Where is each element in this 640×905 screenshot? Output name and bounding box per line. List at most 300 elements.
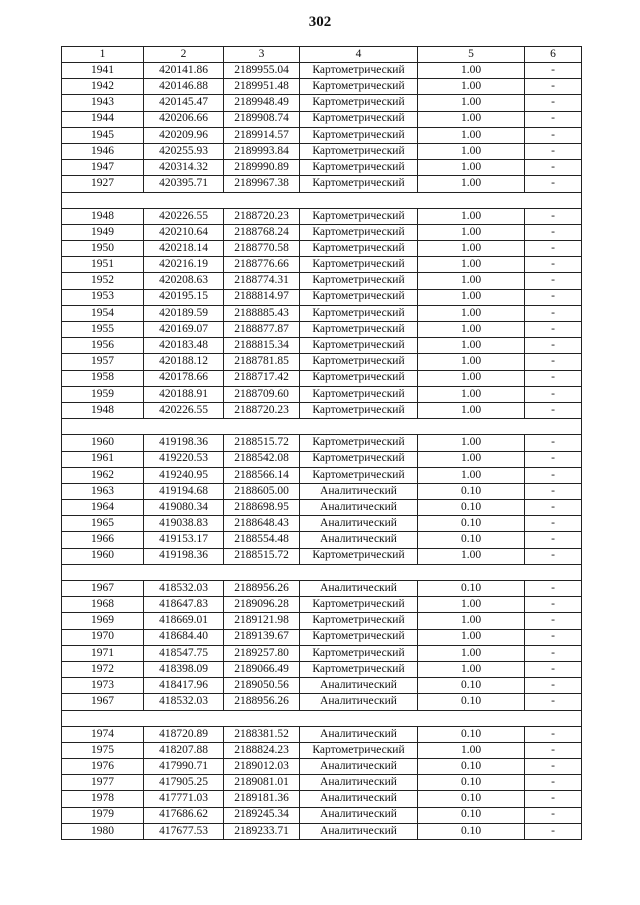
table-cell: Картометрический bbox=[300, 742, 418, 758]
table-cell: 420226.55 bbox=[144, 402, 224, 418]
table-cell: Картометрический bbox=[300, 257, 418, 273]
table-cell: 1973 bbox=[62, 678, 144, 694]
table-cell: 1.00 bbox=[418, 176, 525, 192]
table-cell: 2188698.95 bbox=[224, 500, 300, 516]
table-cell: - bbox=[525, 645, 582, 661]
table-cell: Картометрический bbox=[300, 224, 418, 240]
table-header-row bbox=[62, 47, 582, 63]
table-cell: Картометрический bbox=[300, 143, 418, 159]
table-cell: - bbox=[525, 160, 582, 176]
table-cell: - bbox=[525, 273, 582, 289]
table-cell: 1972 bbox=[62, 661, 144, 677]
table-row bbox=[62, 208, 582, 224]
table-cell: 1.00 bbox=[418, 95, 525, 111]
table-cell: 1.00 bbox=[418, 79, 525, 95]
table-cell: - bbox=[525, 823, 582, 839]
table-cell: 1954 bbox=[62, 305, 144, 321]
table-cell: 2189951.48 bbox=[224, 79, 300, 95]
table-row bbox=[62, 500, 582, 516]
separator-cell bbox=[62, 710, 582, 726]
table-cell: 1.00 bbox=[418, 257, 525, 273]
table-row bbox=[62, 532, 582, 548]
table-cell: 1.00 bbox=[418, 386, 525, 402]
table-cell: 420206.66 bbox=[144, 111, 224, 127]
table-cell: Аналитический bbox=[300, 500, 418, 516]
table-row bbox=[62, 451, 582, 467]
table-cell: - bbox=[525, 208, 582, 224]
table-cell: 2189990.89 bbox=[224, 160, 300, 176]
table-cell: - bbox=[525, 451, 582, 467]
table-cell: Картометрический bbox=[300, 467, 418, 483]
table-cell: 1.00 bbox=[418, 629, 525, 645]
table-row bbox=[62, 322, 582, 338]
table-cell: Картометрический bbox=[300, 176, 418, 192]
table-cell: 0.10 bbox=[418, 775, 525, 791]
table-cell: - bbox=[525, 629, 582, 645]
table-cell: 1964 bbox=[62, 500, 144, 516]
table-cell: 420208.63 bbox=[144, 273, 224, 289]
table-cell: Картометрический bbox=[300, 661, 418, 677]
table-cell: 1957 bbox=[62, 354, 144, 370]
table-cell: 1.00 bbox=[418, 127, 525, 143]
table-cell: 417677.53 bbox=[144, 823, 224, 839]
table-cell: - bbox=[525, 224, 582, 240]
table-body bbox=[62, 63, 582, 840]
table-cell: - bbox=[525, 694, 582, 710]
table-cell: - bbox=[525, 435, 582, 451]
table-cell: 1.00 bbox=[418, 402, 525, 418]
table-cell: 2189139.67 bbox=[224, 629, 300, 645]
table-cell: 2188885.43 bbox=[224, 305, 300, 321]
table-cell: - bbox=[525, 661, 582, 677]
table-cell: Картометрический bbox=[300, 160, 418, 176]
table-cell: Картометрический bbox=[300, 354, 418, 370]
table-row bbox=[62, 791, 582, 807]
table-cell: Картометрический bbox=[300, 127, 418, 143]
table-cell: 418532.03 bbox=[144, 581, 224, 597]
table-cell: Картометрический bbox=[300, 63, 418, 79]
table-cell: 2189914.57 bbox=[224, 127, 300, 143]
table-cell: 1946 bbox=[62, 143, 144, 159]
table-cell: - bbox=[525, 241, 582, 257]
table-cell: Картометрический bbox=[300, 645, 418, 661]
table-cell: 2189181.36 bbox=[224, 791, 300, 807]
table-row bbox=[62, 823, 582, 839]
table-cell: Картометрический bbox=[300, 548, 418, 564]
table-cell: 420314.32 bbox=[144, 160, 224, 176]
table-cell: 2188814.97 bbox=[224, 289, 300, 305]
table-cell: 1943 bbox=[62, 95, 144, 111]
column-header: 1 bbox=[62, 47, 144, 63]
table-cell: 0.10 bbox=[418, 483, 525, 499]
table-cell: 2189245.34 bbox=[224, 807, 300, 823]
table-cell: 420195.15 bbox=[144, 289, 224, 305]
table-cell: Аналитический bbox=[300, 726, 418, 742]
table-cell: Аналитический bbox=[300, 532, 418, 548]
table-cell: 1962 bbox=[62, 467, 144, 483]
table-cell: Картометрический bbox=[300, 208, 418, 224]
table-row bbox=[62, 548, 582, 564]
table-cell: 1.00 bbox=[418, 273, 525, 289]
table-cell: 1.00 bbox=[418, 322, 525, 338]
table-cell: 2188566.14 bbox=[224, 467, 300, 483]
table-cell: - bbox=[525, 322, 582, 338]
table-cell: 2188720.23 bbox=[224, 208, 300, 224]
table-cell: 1.00 bbox=[418, 143, 525, 159]
table-cell: 0.10 bbox=[418, 678, 525, 694]
table-cell: - bbox=[525, 305, 582, 321]
table-cell: 419240.95 bbox=[144, 467, 224, 483]
table-cell: Картометрический bbox=[300, 597, 418, 613]
table-cell: - bbox=[525, 257, 582, 273]
table-row bbox=[62, 224, 582, 240]
table-cell: 0.10 bbox=[418, 532, 525, 548]
table-row bbox=[62, 726, 582, 742]
table-cell: 2188720.23 bbox=[224, 402, 300, 418]
table-cell: 2188554.48 bbox=[224, 532, 300, 548]
table-cell: - bbox=[525, 775, 582, 791]
table-cell: 2188515.72 bbox=[224, 435, 300, 451]
table-cell: Аналитический bbox=[300, 807, 418, 823]
table-cell: 417686.62 bbox=[144, 807, 224, 823]
table-row bbox=[62, 338, 582, 354]
table-cell: 2188956.26 bbox=[224, 581, 300, 597]
table-row bbox=[62, 143, 582, 159]
table-cell: 0.10 bbox=[418, 726, 525, 742]
table-cell: 419198.36 bbox=[144, 548, 224, 564]
table-row bbox=[62, 435, 582, 451]
table-cell: 1971 bbox=[62, 645, 144, 661]
table-cell: 1.00 bbox=[418, 241, 525, 257]
table-cell: 1948 bbox=[62, 402, 144, 418]
table-cell: 2189908.74 bbox=[224, 111, 300, 127]
table-row bbox=[62, 694, 582, 710]
table-cell: 1.00 bbox=[418, 370, 525, 386]
table-cell: 1969 bbox=[62, 613, 144, 629]
table-row bbox=[62, 111, 582, 127]
table-cell: 420188.12 bbox=[144, 354, 224, 370]
table-cell: 0.10 bbox=[418, 694, 525, 710]
table-cell: - bbox=[525, 807, 582, 823]
table-cell: Картометрический bbox=[300, 338, 418, 354]
table-cell: 420395.71 bbox=[144, 176, 224, 192]
table-cell: - bbox=[525, 289, 582, 305]
table-cell: 0.10 bbox=[418, 516, 525, 532]
table-cell: 1965 bbox=[62, 516, 144, 532]
table-cell: Аналитический bbox=[300, 823, 418, 839]
table-row bbox=[62, 402, 582, 418]
table-row bbox=[62, 759, 582, 775]
table-cell: 420189.59 bbox=[144, 305, 224, 321]
table-row bbox=[62, 160, 582, 176]
table-row bbox=[62, 273, 582, 289]
table-cell: Картометрический bbox=[300, 370, 418, 386]
table-row bbox=[62, 661, 582, 677]
table-cell: 2189066.49 bbox=[224, 661, 300, 677]
table-cell: Картометрический bbox=[300, 322, 418, 338]
table-row bbox=[62, 289, 582, 305]
coordinates-table bbox=[61, 46, 582, 840]
table-cell: 1978 bbox=[62, 791, 144, 807]
table-cell: 1959 bbox=[62, 386, 144, 402]
table-cell: 420226.55 bbox=[144, 208, 224, 224]
table-cell: - bbox=[525, 63, 582, 79]
table-cell: Картометрический bbox=[300, 273, 418, 289]
table-cell: 2189955.04 bbox=[224, 63, 300, 79]
table-row bbox=[62, 354, 582, 370]
table-cell: 1980 bbox=[62, 823, 144, 839]
table-cell: 1.00 bbox=[418, 742, 525, 758]
table-row bbox=[62, 305, 582, 321]
table-cell: - bbox=[525, 467, 582, 483]
table-cell: Картометрический bbox=[300, 111, 418, 127]
table-cell: 1944 bbox=[62, 111, 144, 127]
table-cell: 1.00 bbox=[418, 160, 525, 176]
table-cell: 1956 bbox=[62, 338, 144, 354]
table-cell: 2189096.28 bbox=[224, 597, 300, 613]
table-cell: 417771.03 bbox=[144, 791, 224, 807]
table-cell: Картометрический bbox=[300, 629, 418, 645]
table-cell: Картометрический bbox=[300, 435, 418, 451]
table-cell: 2188877.87 bbox=[224, 322, 300, 338]
table-cell: Аналитический bbox=[300, 775, 418, 791]
table-cell: 1.00 bbox=[418, 451, 525, 467]
table-cell: Картометрический bbox=[300, 79, 418, 95]
table-cell: - bbox=[525, 176, 582, 192]
table-row bbox=[62, 516, 582, 532]
table-row bbox=[62, 370, 582, 386]
table-cell: 1.00 bbox=[418, 613, 525, 629]
table-row bbox=[62, 467, 582, 483]
column-header: 5 bbox=[418, 47, 525, 63]
table-cell: 420178.66 bbox=[144, 370, 224, 386]
table-cell: 1951 bbox=[62, 257, 144, 273]
table-cell: 1967 bbox=[62, 581, 144, 597]
table-cell: 2189967.38 bbox=[224, 176, 300, 192]
table-cell: 2188815.34 bbox=[224, 338, 300, 354]
table-cell: 1.00 bbox=[418, 597, 525, 613]
table-cell: 1942 bbox=[62, 79, 144, 95]
table-row bbox=[62, 95, 582, 111]
table-cell: 2188774.31 bbox=[224, 273, 300, 289]
table-cell: 1977 bbox=[62, 775, 144, 791]
table-cell: - bbox=[525, 791, 582, 807]
table-cell: 2188956.26 bbox=[224, 694, 300, 710]
table-cell: 418417.96 bbox=[144, 678, 224, 694]
table-cell: Аналитический bbox=[300, 516, 418, 532]
table-cell: - bbox=[525, 678, 582, 694]
table-cell: 1.00 bbox=[418, 645, 525, 661]
table-cell: 2189948.49 bbox=[224, 95, 300, 111]
table-cell: 419038.83 bbox=[144, 516, 224, 532]
table-cell: 419220.53 bbox=[144, 451, 224, 467]
table-cell: 2188768.24 bbox=[224, 224, 300, 240]
table-cell: 1967 bbox=[62, 694, 144, 710]
table-row bbox=[62, 581, 582, 597]
table-cell: 1963 bbox=[62, 483, 144, 499]
table-cell: 2188605.00 bbox=[224, 483, 300, 499]
table-cell: 0.10 bbox=[418, 759, 525, 775]
table-cell: 418532.03 bbox=[144, 694, 224, 710]
table-cell: 1.00 bbox=[418, 111, 525, 127]
table-cell: 419194.68 bbox=[144, 483, 224, 499]
table-cell: 0.10 bbox=[418, 791, 525, 807]
table-cell: 1960 bbox=[62, 435, 144, 451]
table-cell: 2189233.71 bbox=[224, 823, 300, 839]
table-cell: 420146.88 bbox=[144, 79, 224, 95]
table-cell: - bbox=[525, 532, 582, 548]
table-cell: Аналитический bbox=[300, 581, 418, 597]
table-cell: - bbox=[525, 79, 582, 95]
table-cell: 2189993.84 bbox=[224, 143, 300, 159]
table-row bbox=[62, 127, 582, 143]
table-cell: - bbox=[525, 516, 582, 532]
table-cell: 1960 bbox=[62, 548, 144, 564]
table-cell: 1927 bbox=[62, 176, 144, 192]
table-cell: 2188515.72 bbox=[224, 548, 300, 564]
table-cell: 418547.75 bbox=[144, 645, 224, 661]
table-row bbox=[62, 645, 582, 661]
table-cell: 1.00 bbox=[418, 354, 525, 370]
separator-cell bbox=[62, 192, 582, 208]
table-cell: 417990.71 bbox=[144, 759, 224, 775]
table-cell: 417905.25 bbox=[144, 775, 224, 791]
table-cell: 2189012.03 bbox=[224, 759, 300, 775]
table-separator-row bbox=[62, 192, 582, 208]
table-cell: 2189257.80 bbox=[224, 645, 300, 661]
table-cell: Аналитический bbox=[300, 759, 418, 775]
table-row bbox=[62, 79, 582, 95]
table-cell: 1.00 bbox=[418, 435, 525, 451]
table-cell: 418398.09 bbox=[144, 661, 224, 677]
table-cell: 1.00 bbox=[418, 338, 525, 354]
table-cell: - bbox=[525, 483, 582, 499]
table-cell: 1.00 bbox=[418, 208, 525, 224]
table-cell: 2188709.60 bbox=[224, 386, 300, 402]
table-cell: 2188776.66 bbox=[224, 257, 300, 273]
table-cell: Аналитический bbox=[300, 791, 418, 807]
table-cell: 420183.48 bbox=[144, 338, 224, 354]
table-cell: Картометрический bbox=[300, 305, 418, 321]
table-cell: - bbox=[525, 370, 582, 386]
table-cell: 1.00 bbox=[418, 63, 525, 79]
table-cell: - bbox=[525, 742, 582, 758]
table-cell: 420210.64 bbox=[144, 224, 224, 240]
table-cell: 0.10 bbox=[418, 500, 525, 516]
table-cell: Аналитический bbox=[300, 483, 418, 499]
table-cell: 418647.83 bbox=[144, 597, 224, 613]
table-cell: - bbox=[525, 726, 582, 742]
table-cell: 1970 bbox=[62, 629, 144, 645]
table-cell: - bbox=[525, 548, 582, 564]
table-cell: Картометрический bbox=[300, 241, 418, 257]
table-cell: Картометрический bbox=[300, 613, 418, 629]
table-cell: - bbox=[525, 597, 582, 613]
table-cell: 1.00 bbox=[418, 548, 525, 564]
table-cell: 1.00 bbox=[418, 661, 525, 677]
table-cell: 420218.14 bbox=[144, 241, 224, 257]
table-cell: 420145.47 bbox=[144, 95, 224, 111]
table-cell: - bbox=[525, 759, 582, 775]
table-cell: 1941 bbox=[62, 63, 144, 79]
table-cell: - bbox=[525, 143, 582, 159]
table-cell: 418669.01 bbox=[144, 613, 224, 629]
table-row bbox=[62, 483, 582, 499]
table-cell: 1945 bbox=[62, 127, 144, 143]
table-cell: 2188824.23 bbox=[224, 742, 300, 758]
table-cell: 1979 bbox=[62, 807, 144, 823]
table-row bbox=[62, 775, 582, 791]
separator-cell bbox=[62, 564, 582, 580]
table-cell: 1950 bbox=[62, 241, 144, 257]
table-cell: Аналитический bbox=[300, 694, 418, 710]
table-cell: 2188542.08 bbox=[224, 451, 300, 467]
table-cell: Картометрический bbox=[300, 289, 418, 305]
table-cell: - bbox=[525, 613, 582, 629]
table-cell: - bbox=[525, 127, 582, 143]
separator-cell bbox=[62, 419, 582, 435]
table-row bbox=[62, 241, 582, 257]
table-cell: 1.00 bbox=[418, 224, 525, 240]
table-cell: 1976 bbox=[62, 759, 144, 775]
table-cell: - bbox=[525, 338, 582, 354]
table-cell: 1.00 bbox=[418, 289, 525, 305]
table-cell: 1961 bbox=[62, 451, 144, 467]
table-cell: Картометрический bbox=[300, 386, 418, 402]
table-cell: 420188.91 bbox=[144, 386, 224, 402]
table-cell: 1952 bbox=[62, 273, 144, 289]
table-row bbox=[62, 597, 582, 613]
table-cell: 419080.34 bbox=[144, 500, 224, 516]
table-cell: 418720.89 bbox=[144, 726, 224, 742]
table-row bbox=[62, 257, 582, 273]
table-row bbox=[62, 807, 582, 823]
table-cell: Картометрический bbox=[300, 451, 418, 467]
table-cell: 420141.86 bbox=[144, 63, 224, 79]
table-cell: - bbox=[525, 354, 582, 370]
table-cell: 1948 bbox=[62, 208, 144, 224]
table-cell: - bbox=[525, 111, 582, 127]
table-cell: 1968 bbox=[62, 597, 144, 613]
table-cell: - bbox=[525, 386, 582, 402]
table-row bbox=[62, 613, 582, 629]
table-cell: - bbox=[525, 500, 582, 516]
table-cell: 2189050.56 bbox=[224, 678, 300, 694]
table-cell: 420209.96 bbox=[144, 127, 224, 143]
table-cell: 1.00 bbox=[418, 305, 525, 321]
table-cell: 1.00 bbox=[418, 467, 525, 483]
table-cell: 420169.07 bbox=[144, 322, 224, 338]
table-cell: 418207.88 bbox=[144, 742, 224, 758]
table-cell: 2188717.42 bbox=[224, 370, 300, 386]
table-cell: 2188381.52 bbox=[224, 726, 300, 742]
table-cell: 0.10 bbox=[418, 581, 525, 597]
table-separator-row bbox=[62, 564, 582, 580]
table-cell: 2188648.43 bbox=[224, 516, 300, 532]
table-cell: Картометрический bbox=[300, 95, 418, 111]
table-cell: 1975 bbox=[62, 742, 144, 758]
column-header: 2 bbox=[144, 47, 224, 63]
table-cell: 420216.19 bbox=[144, 257, 224, 273]
table-cell: 1947 bbox=[62, 160, 144, 176]
table-cell: Картометрический bbox=[300, 402, 418, 418]
column-header: 6 bbox=[525, 47, 582, 63]
table-cell: 0.10 bbox=[418, 807, 525, 823]
table-cell: - bbox=[525, 95, 582, 111]
table-row bbox=[62, 176, 582, 192]
table-row bbox=[62, 63, 582, 79]
table-separator-row bbox=[62, 710, 582, 726]
